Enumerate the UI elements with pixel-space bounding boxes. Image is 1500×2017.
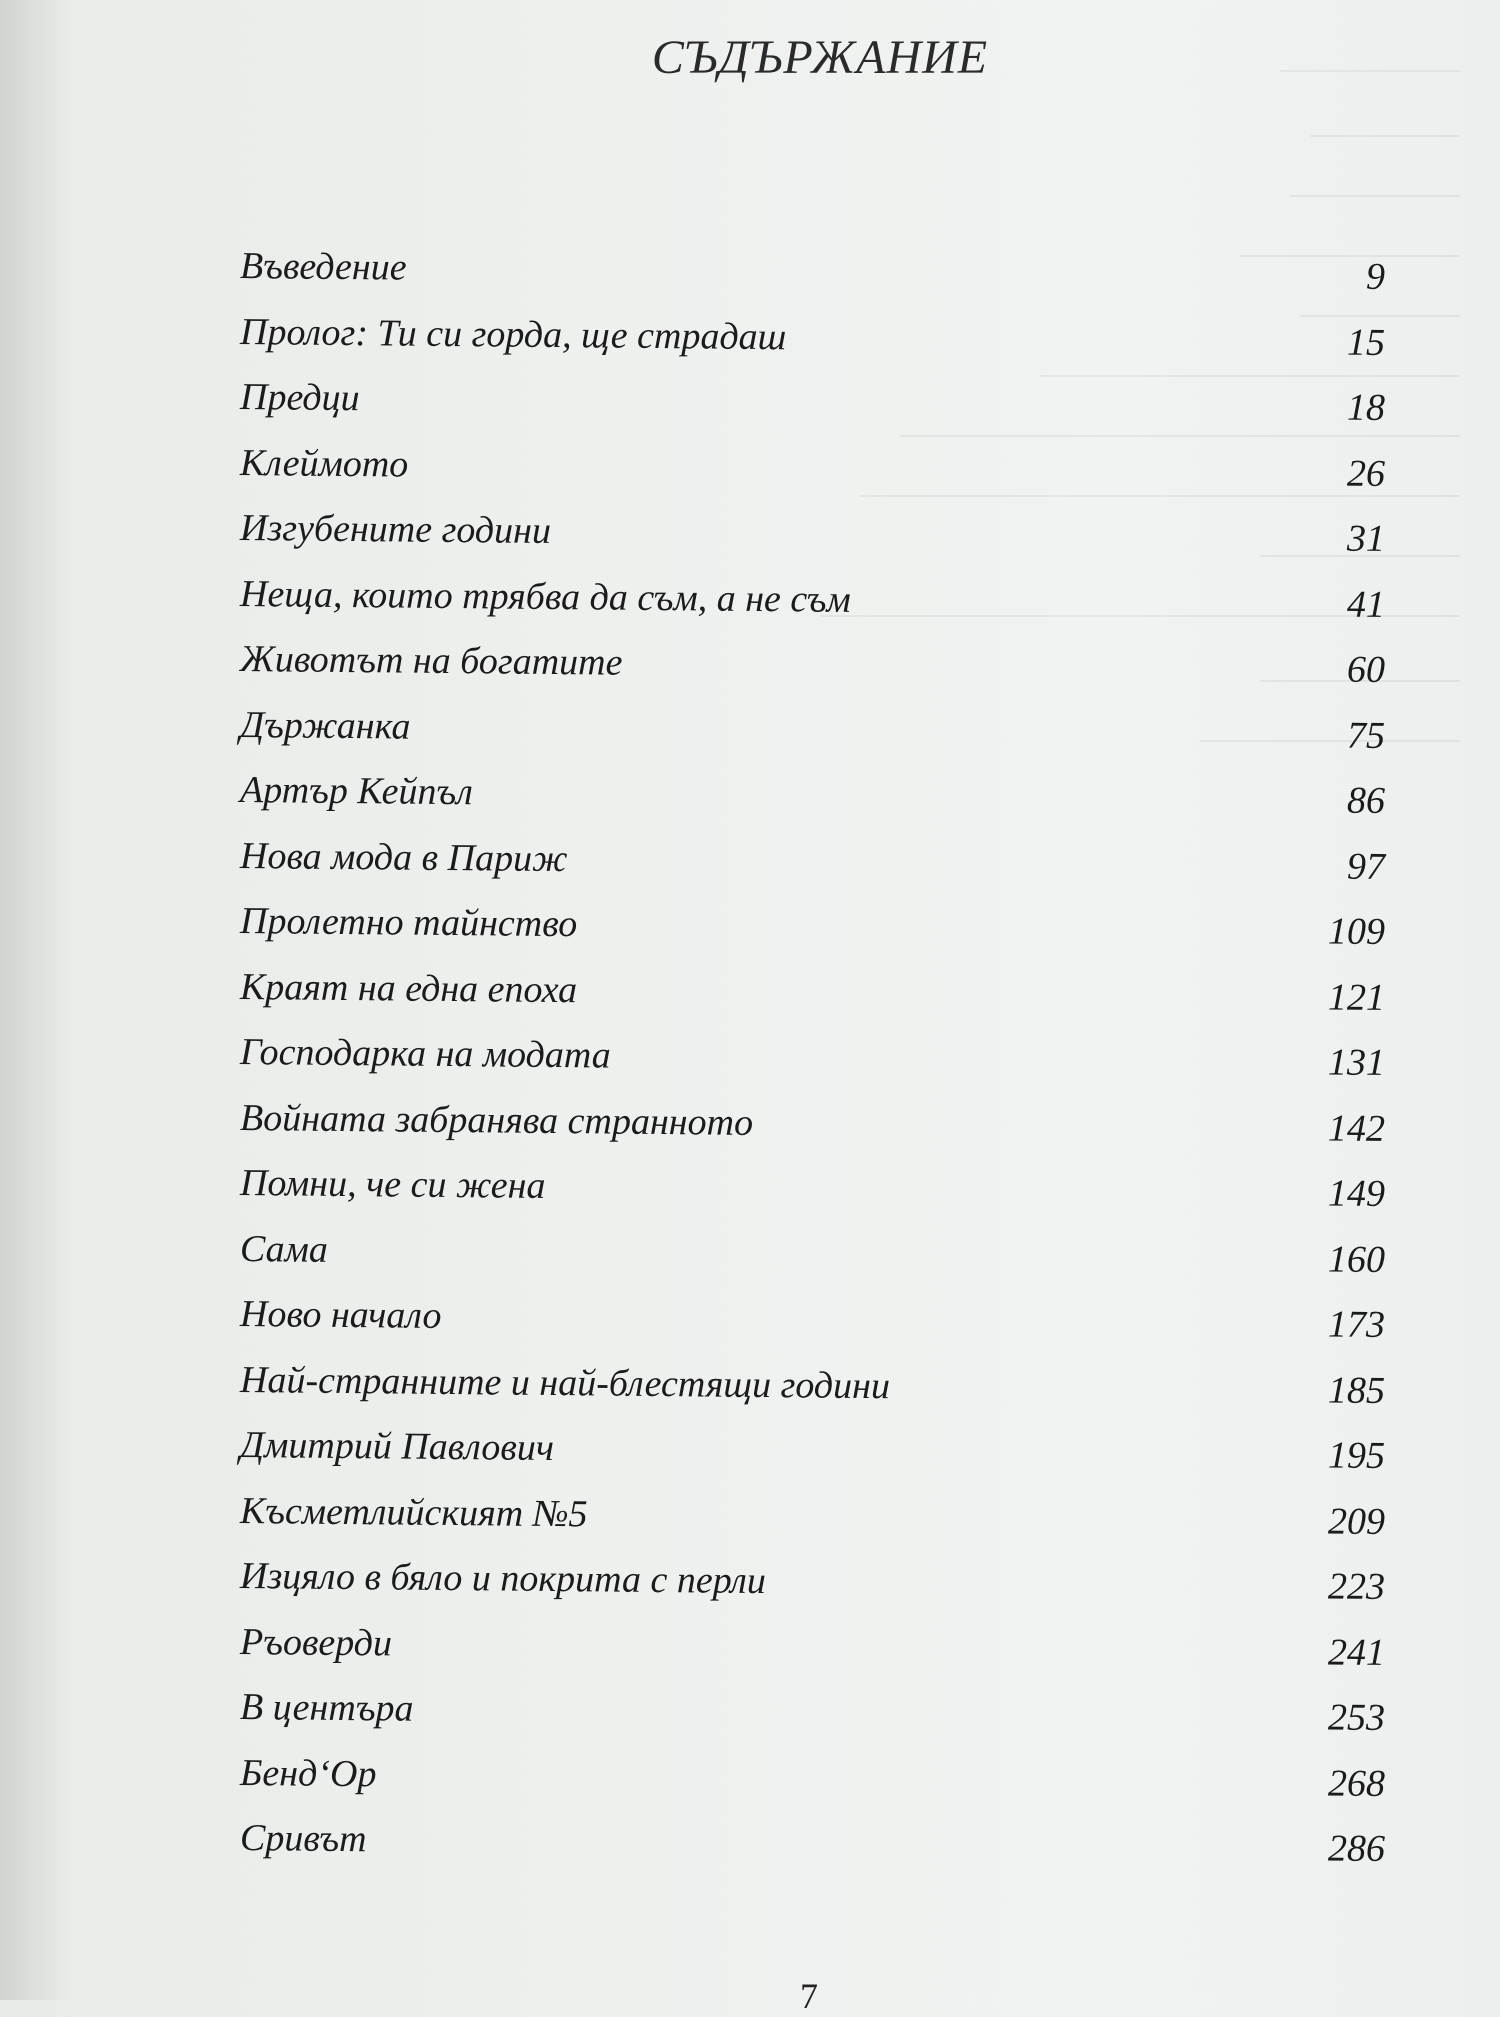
table-of-contents	[240, 233, 1385, 1871]
toc-entry	[240, 1281, 1386, 1357]
toc-entry-title: Изцяло в бяло и покрита с перли	[239, 1554, 767, 1602]
toc-entry	[240, 1805, 1386, 1881]
toc-entry-page-number: 173	[1327, 1303, 1386, 1346]
toc-entry-page-number: 241	[1327, 1630, 1386, 1674]
toc-entry-title: Предци	[239, 375, 360, 419]
toc-entry-title: Изгубените години	[239, 506, 552, 552]
toc-entry-page-number: 15	[1346, 320, 1386, 364]
toc-entry-title: Дмитрий Павлович	[239, 1423, 555, 1469]
toc-entry-page-number: 253	[1327, 1696, 1386, 1739]
toc-entry	[240, 1740, 1386, 1816]
toc-entry-page-number: 142	[1327, 1106, 1386, 1150]
toc-entry-page-number: 26	[1346, 451, 1386, 495]
toc-entry-title: Ръоверди	[239, 1620, 393, 1664]
toc-entry-title: Държанка	[239, 703, 411, 747]
toc-entry-page-number: 31	[1346, 517, 1386, 560]
toc-entry	[240, 1085, 1386, 1161]
toc-entry	[240, 1216, 1386, 1292]
toc-entry	[240, 299, 1386, 375]
toc-entry-title: Животът на богатите	[239, 637, 623, 684]
toc-entry	[240, 1347, 1386, 1423]
toc-entry-page-number: 18	[1346, 386, 1386, 429]
toc-entry-page-number: 160	[1327, 1237, 1386, 1281]
toc-entry-page-number: 268	[1327, 1761, 1386, 1805]
toc-entry	[240, 1412, 1386, 1488]
page-title: СЪДЪРЖАНИЕ	[651, 31, 989, 84]
toc-entry	[240, 1609, 1386, 1685]
toc-entry-title: Пролог: Ти си горда, ще страдаш	[239, 310, 787, 358]
toc-entry-title: Краят на една епоха	[239, 965, 578, 1011]
toc-entry-page-number: 41	[1346, 582, 1386, 626]
toc-entry	[240, 364, 1386, 440]
toc-entry	[240, 495, 1386, 571]
toc-entry-page-number: 109	[1327, 910, 1386, 953]
toc-entry-title: Клеймото	[239, 441, 409, 485]
toc-entry-title: Най-странните и най-блестящи години	[239, 1358, 891, 1407]
toc-entry	[240, 757, 1386, 833]
toc-entry-title: Господарка на модата	[239, 1030, 611, 1077]
toc-entry-title: Въведение	[239, 244, 407, 289]
toc-entry-page-number: 209	[1327, 1499, 1386, 1543]
toc-entry	[240, 692, 1386, 768]
toc-entry	[240, 1478, 1386, 1554]
toc-entry-page-number: 223	[1327, 1565, 1386, 1608]
toc-entry	[240, 233, 1386, 309]
toc-entry-page-number: 121	[1327, 975, 1386, 1019]
toc-entry-page-number: 195	[1327, 1434, 1386, 1477]
toc-entry-page-number: 185	[1327, 1368, 1386, 1412]
toc-entry-title: Ново начало	[239, 1292, 442, 1337]
toc-entry-page-number: 149	[1327, 1172, 1386, 1215]
toc-entry	[240, 954, 1386, 1030]
toc-entry-page-number: 86	[1346, 779, 1386, 822]
toc-entry	[240, 626, 1386, 702]
toc-entry	[240, 430, 1386, 506]
toc-entry-page-number: 9	[1365, 255, 1386, 298]
toc-entry-title: Войната забранява странното	[239, 1096, 754, 1144]
toc-entry-page-number: 97	[1346, 844, 1386, 888]
toc-entry	[240, 1674, 1386, 1750]
toc-entry-title: Сривът	[239, 1816, 367, 1860]
page-number: 7	[800, 1976, 818, 2016]
toc-entry-page-number: 60	[1346, 648, 1386, 691]
toc-entry-title: Неща, които трябва да съм, а не съм	[239, 572, 851, 621]
toc-entry-title: Помни, че си жена	[239, 1161, 546, 1207]
toc-entry	[240, 561, 1386, 637]
toc-entry-title: Сама	[239, 1227, 329, 1271]
toc-entry	[240, 1150, 1386, 1226]
toc-entry-title: Бенд‘Ор	[239, 1751, 377, 1795]
toc-entry-page-number: 286	[1327, 1827, 1386, 1870]
toc-entry-title: Нова мода в Париж	[239, 834, 568, 880]
toc-entry	[240, 888, 1386, 964]
toc-entry	[240, 1543, 1386, 1619]
toc-entry-title: В центъра	[239, 1685, 414, 1730]
toc-entry-page-number: 131	[1327, 1041, 1386, 1084]
toc-entry	[240, 823, 1386, 899]
toc-entry-page-number: 75	[1346, 713, 1386, 757]
toc-entry	[240, 1019, 1386, 1095]
toc-entry-title: Пролетно тайнство	[239, 899, 578, 945]
page-spine-shadow	[0, 0, 70, 2000]
toc-entry-title: Артър Кейпъл	[239, 768, 474, 813]
toc-entry-title: Късметлийският №5	[239, 1489, 588, 1535]
